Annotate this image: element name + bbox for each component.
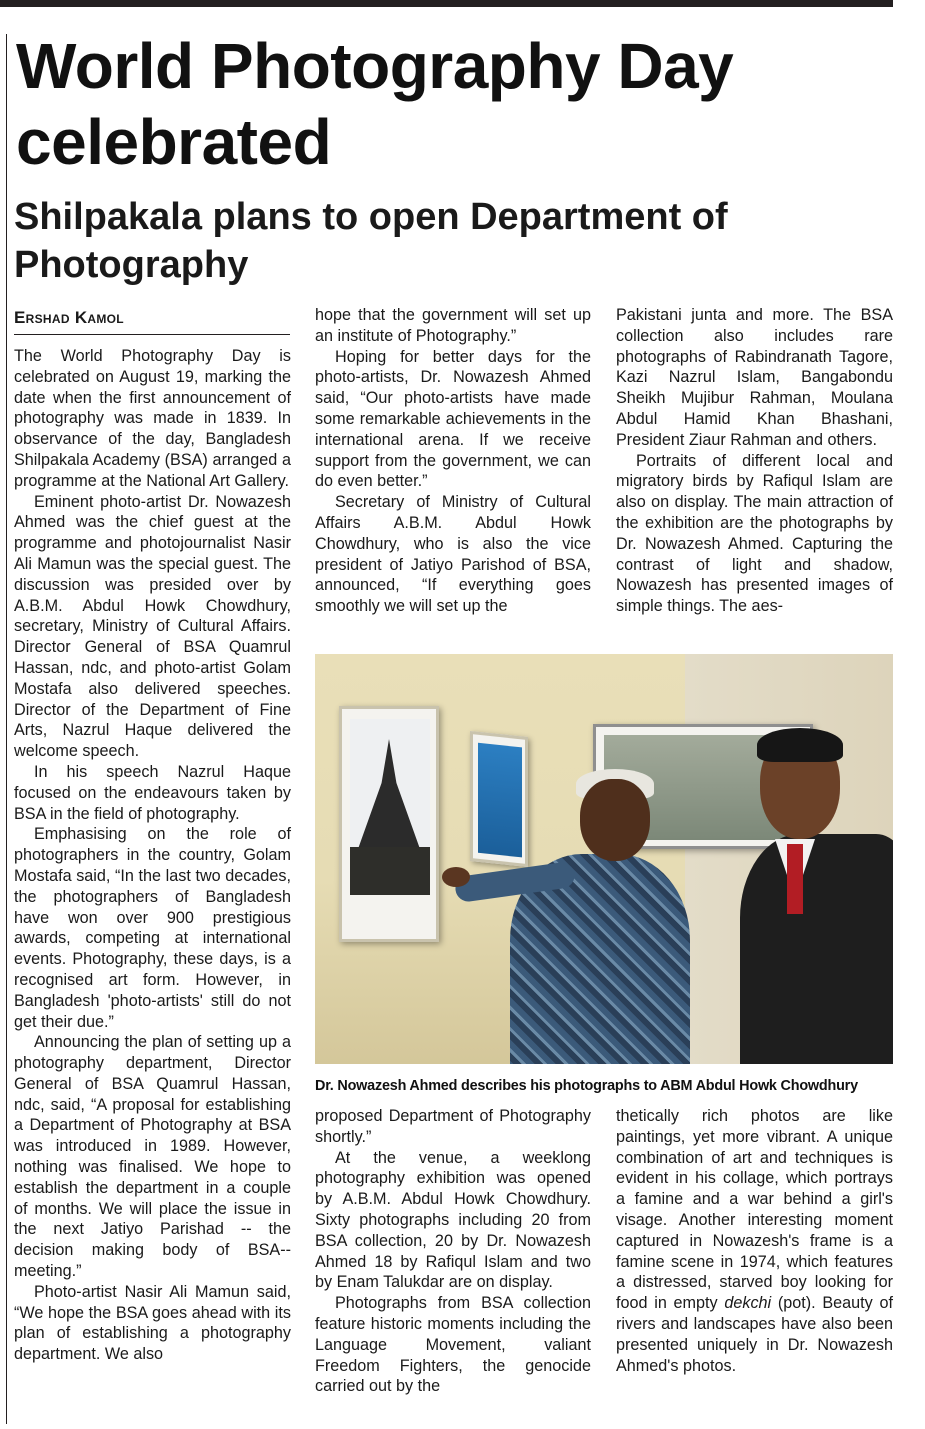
byline: Ershad Kamol bbox=[14, 308, 290, 335]
column-1 bbox=[14, 346, 291, 1365]
paragraph: Portraits of different local and migratory birds by Rafiqul Islam are also on display. The main attraction of the exhibition are the photographs by Dr. Nowazesh Ahmed. Capturing the contrast of light and shadow, Nowazesh has presented images of simple things. The aes- bbox=[616, 451, 893, 616]
paragraph: Emphasising on the role of photographers in the country, Golam Mostafa said, “In the last two decades, the photographers of Bangladesh have won over 900 prestigious awards, competing at international events. Photography, these days, is a recognised art form. However, in Bangladesh 'photo-artists' still do not get their due.” bbox=[14, 825, 291, 1031]
photo-caption: Dr. Nowazesh Ahmed describes his photographs to ABM Abdul Howk Chowdhury bbox=[315, 1078, 858, 1094]
text-run: (pot). Beauty of rivers and landscapes have also been presented uniquely in Dr. Nowazesh Ahmed's photos. bbox=[616, 1294, 893, 1375]
person-in-suit bbox=[735, 734, 893, 1064]
paragraph bbox=[616, 1106, 893, 1376]
headline: World Photography Day celebrated bbox=[16, 30, 734, 178]
framed-photo-spire bbox=[339, 706, 439, 942]
paragraph: Eminent photo-artist Dr. Nowazesh Ahmed was the chief guest at the programme and photojournalist Nasir Ali Mamun was the special guest. The discussion was presided over by A.B.M. Abdul Howk Chowdhury, secretary, Ministry of Cultural Affairs. Director General of BSA Quamrul Hassan, ndc, and photo-artist Golam Mostafa also delivered speeches. Director of the Department of Fine Arts, Nazrul Haque delivered the welcome speech. bbox=[14, 492, 291, 761]
paragraph: Secretary of Ministry of Cultural Affairs A.B.M. Abdul Howk Chowdhury, who is also the vice president of Jatiyo Parishod of BSA, announced, “If everything goes smoothly we will set up the bbox=[315, 493, 591, 616]
column-3-top bbox=[616, 305, 893, 617]
paragraph: In his speech Nazrul Haque focused on the endeavours taken by BSA in the field of photography. bbox=[14, 762, 291, 823]
paragraph: The World Photography Day is celebrated on August 19, marking the date when the first announcement of photography was made in 1839. In observance of the day, Bangladesh Shilpakala Academy (BSA) arranged a programme at the National Art Gallery. bbox=[14, 347, 291, 490]
paragraph: Hoping for better days for the photo-artists, Dr. Nowazesh Ahmed said, “Our photo-artists have made some remarkable achievements in the international arena. If we receive support from the government, we can do even better.” bbox=[315, 347, 591, 491]
subheadline: Shilpakala plans to open Department of Photography bbox=[14, 196, 728, 286]
italic-word: dekchi bbox=[724, 1294, 772, 1313]
column-2-bottom bbox=[315, 1106, 591, 1397]
paragraph: hope that the government will set up an institute of Photography.” bbox=[315, 306, 591, 345]
column-2-top bbox=[315, 305, 591, 617]
text-run: thetically rich photos are like paintings, yet more vibrant. A unique combination of art and techniques is evident in his collage, which portrays a famine and a war behind a girl's visage. Another interesting moment captured in Nowazesh's frame is a famine scene in 1974, which features a distressed, starved boy looking for food in empty bbox=[616, 1107, 893, 1313]
left-column-rule bbox=[6, 34, 7, 1424]
paragraph: Pakistani junta and more. The BSA collection also includes rare photographs of Rabindranath Tagore, Kazi Nazrul Islam, Bangabondu Sheikh Mujibur Rahman, Moulana Abdul Hamid Khan Bhashani, President Ziaur Rahman and others. bbox=[616, 306, 893, 449]
paragraph: proposed Department of Photography shortly.” bbox=[315, 1107, 591, 1146]
paragraph: At the venue, a weeklong photography exhibition was opened by A.B.M. Abdul Howk Chowdhury. Sixty photographs including 20 from BSA collection, 20 by Dr. Nowazesh Ahmed 18 by Rafiqul Islam and two by Enam Talukdar are on display. bbox=[315, 1148, 591, 1292]
column-3-bottom bbox=[616, 1106, 893, 1376]
paragraph: Photographs from BSA collection feature historic moments including the Language Movement, valiant Freedom Fighters, the genocide carried out by the bbox=[315, 1294, 591, 1396]
paragraph: Photo-artist Nasir Ali Mamun said, “We hope the BSA goes ahead with its plan of establishing a photography department. We also bbox=[14, 1282, 291, 1364]
top-rule bbox=[0, 0, 893, 7]
person-pointing bbox=[480, 769, 705, 1064]
paragraph: Announcing the plan of setting up a photography department, Director General of BSA Quamrul Hassan, ndc, said, “A proposal for establishing a Department of Photography at BSA was introduced in 1989. However, nothing was finalised. We hope to establish the department in a couple of months. We will place the issue in the next Jatiyo Parishad -- the decision making body of BSA--meeting.” bbox=[14, 1033, 291, 1281]
exhibition-photo bbox=[315, 654, 893, 1064]
